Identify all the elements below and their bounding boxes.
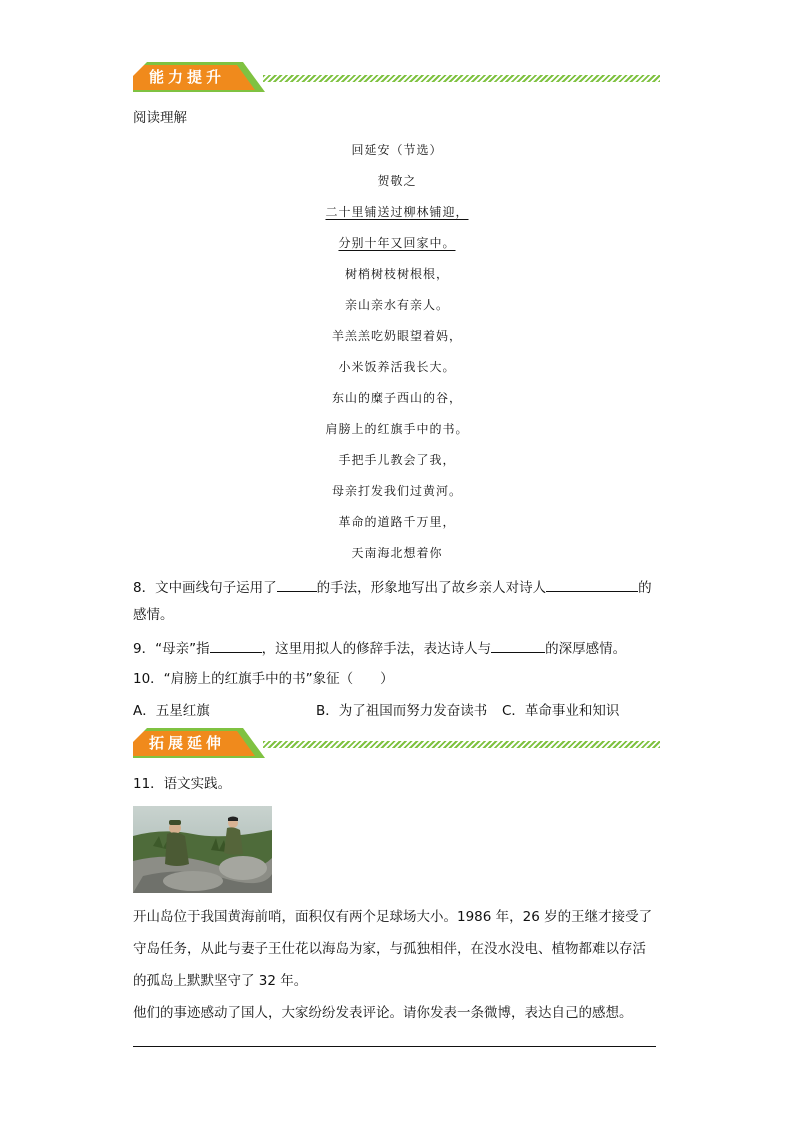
question-8 — [133, 577, 652, 597]
section-banner-ability — [133, 62, 660, 92]
poem-line: 手把手儿教会了我， — [338, 453, 456, 467]
poem-line: 肩膀上的红旗手中的书。 — [325, 422, 469, 436]
poem-line — [0, 204, 794, 220]
poem-line-underlined: 分别十年又回家中。 — [338, 236, 456, 250]
poem-line — [0, 235, 794, 251]
question-11: 11．语文实践。 — [133, 776, 232, 792]
section-title-extend: 拓展延伸 — [149, 734, 226, 752]
poem-line: 羊羔羔吃奶眼望着妈， — [331, 329, 462, 343]
option-a[interactable]: A．五星红旗 — [133, 703, 210, 719]
question-9-text: 9．“母亲”指 — [133, 641, 210, 657]
banner-hatch — [263, 741, 660, 748]
reading-heading: 阅读理解 — [133, 110, 187, 126]
passage-line: 开山岛位于我国黄海前哨，面积仅有两个足球场大小。1986 年，26 岁的王继才接受了 — [133, 909, 653, 925]
question-9-text: 的深厚感情。 — [545, 641, 627, 657]
answer-blank[interactable] — [210, 638, 262, 653]
option-b[interactable]: B．为了祖国而努力发奋读书 — [316, 703, 488, 719]
passage-line: 的孤岛上默默坚守了 32 年。 — [133, 973, 308, 989]
question-8-text: 的手法，形象地写出了故乡亲人对诗人 — [316, 580, 547, 596]
answer-writing-line[interactable] — [133, 1046, 656, 1047]
answer-blank[interactable] — [277, 577, 317, 592]
poem-line: 母亲打发我们过黄河。 — [331, 484, 462, 498]
question-9-text: ，这里用拟人的修辞手法，表达诗人与 — [261, 641, 492, 657]
passage-line: 他们的事迹感动了国人，大家纷纷发表评论。请你发表一条微博，表达自己的感想。 — [133, 1005, 633, 1021]
poem-line: 东山的糜子西山的谷， — [331, 391, 462, 405]
section-banner-extend — [133, 728, 660, 758]
question-8-cont: 感情。 — [133, 607, 174, 623]
poem-line: 树梢树枝树根根， — [344, 267, 449, 281]
answer-blank[interactable] — [491, 638, 545, 653]
answer-blank[interactable] — [546, 577, 638, 592]
poem-line: 革命的道路千万里， — [338, 515, 456, 529]
island-guards-photo — [133, 806, 272, 893]
option-c[interactable]: C．革命事业和知识 — [502, 703, 620, 719]
poem-line: 天南海北想着你 — [351, 546, 443, 560]
poem-title: 回延安（节选） — [351, 143, 443, 157]
poem-line: 亲山亲水有亲人。 — [344, 298, 449, 312]
section-title-ability: 能力提升 — [149, 68, 226, 86]
passage-line: 守岛任务，从此与妻子王仕花以海岛为家，与孤独相伴，在没水没电、植物都难以存活 — [133, 941, 646, 957]
question-8-text: 的 — [638, 580, 652, 596]
banner-hatch — [263, 75, 660, 82]
poem-line: 小米饭养活我长大。 — [338, 360, 456, 374]
question-10: 10．“肩膀上的红旗手中的书”象征（ ） — [133, 671, 394, 687]
question-8-text: 8．文中画线句子运用了 — [133, 580, 277, 596]
poem-author: 贺敬之 — [377, 174, 417, 188]
question-9 — [133, 638, 626, 658]
poem-line-underlined: 二十里铺送过柳林铺迎， — [325, 205, 469, 219]
